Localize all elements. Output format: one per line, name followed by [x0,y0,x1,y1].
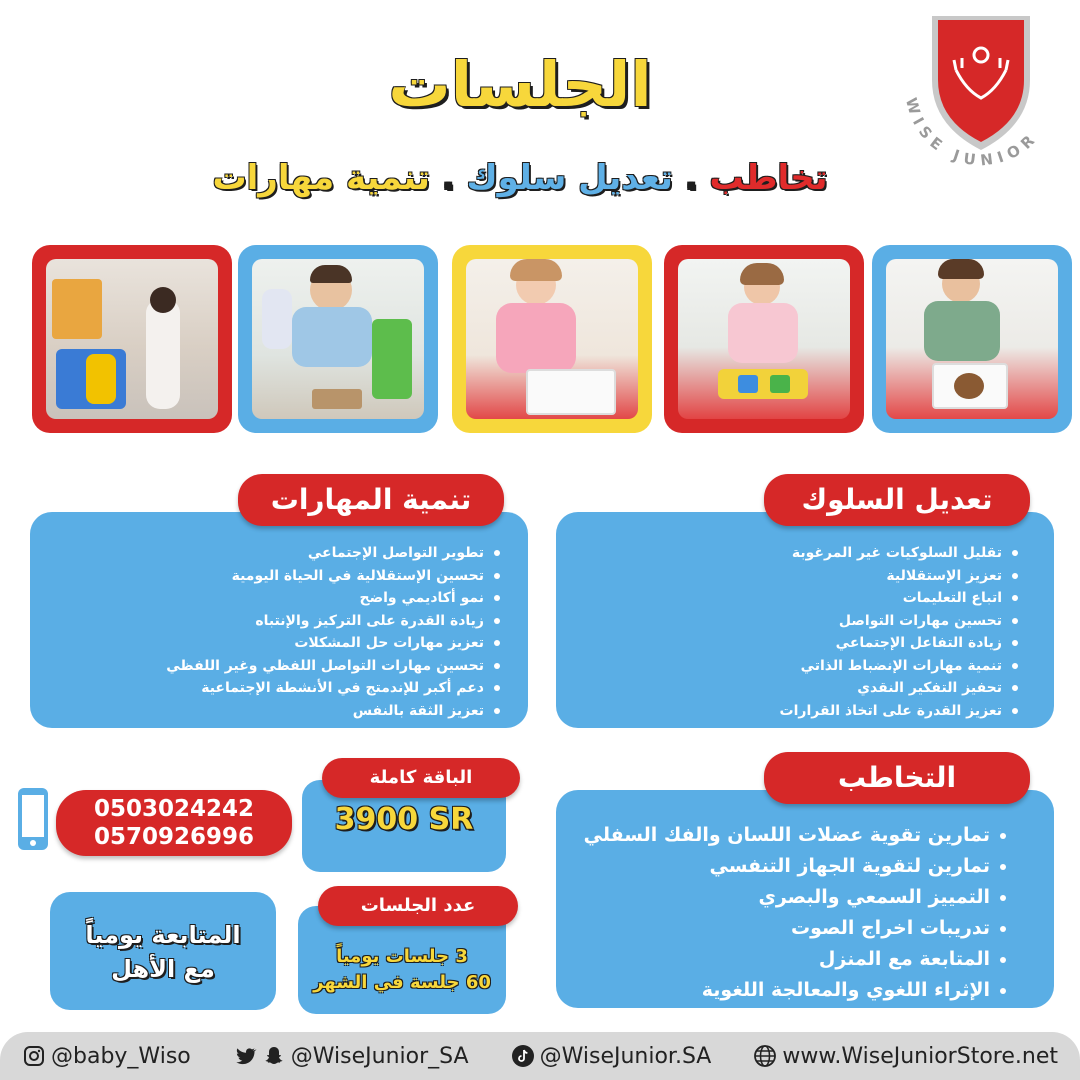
phone-icon [16,786,50,852]
sessions-label: عدد الجلسات [318,886,518,926]
followup-card [50,892,276,1010]
speech-card [556,790,1054,1008]
list-item: تنمية مهارات الإنضباط الذاتي [780,655,1018,678]
list-item: دعم أكبر للإندمتج في الأنشطة الإجتماعية [166,677,500,700]
list-item: تعزيز الثقة بالنفس [166,700,500,723]
list-item: تعزيز القدرة على اتخاذ القرارات [780,700,1018,723]
list-item: تطوير التواصل الإجتماعي [166,542,500,565]
list-item: تدريبات اخراج الصوت [584,913,1006,944]
footer-twitter-snapchat[interactable]: @WiseJunior_SA [233,1044,469,1069]
svg-text:WISE JUNIOR: WISE JUNIOR [901,95,1043,170]
subtitle-behavior: تعديل سلوك [466,158,673,198]
sessions-text: 3 جلسات يومياً 60 جلسة في الشهر [313,946,491,993]
list-item: التمييز السمعي والبصري [584,882,1006,913]
twitter-icon [233,1044,257,1068]
list-item: تحسين مهارات التواصل اللفظي وغير اللفظي [166,655,500,678]
skills-title: تنمية المهارات [238,474,504,526]
behavior-card [556,512,1054,728]
photo-boy-on-floor [238,245,438,433]
wise-junior-logo [896,10,1066,170]
list-item: اتباع التعليمات [780,587,1018,610]
list-item: زيادة التفاعل الإجتماعي [780,632,1018,655]
page-title: الجلسات [388,48,652,121]
list-item: نمو أكاديمي واضح [166,587,500,610]
behavior-title: تعديل السلوك [764,474,1030,526]
footer-tiktok[interactable]: @WiseJunior.SA [511,1044,712,1069]
list-item: تمارين لتقوية الجهاز التنفسي [584,851,1006,882]
snapchat-icon [262,1044,286,1068]
list-item: تعزيز مهارات حل المشكلات [166,632,500,655]
list-item: الإثراء اللغوي والمعالجة اللغوية [584,975,1006,1006]
tiktok-icon [511,1044,535,1068]
list-item: تعزيز الإستقلالية [780,565,1018,588]
photo-child-with-card [452,245,652,433]
package-price: 3900 SR [334,802,474,837]
skills-list [166,542,500,722]
skills-card [30,512,528,728]
instagram-icon [22,1044,46,1068]
subtitle-speech: تخاطب [709,158,828,198]
followup-text: المتابعة يومياً مع الأهل [85,921,241,983]
globe-icon [753,1044,777,1068]
list-item: زيادة القدرة على التركيز والإنتباه [166,610,500,633]
speech-list [584,820,1006,1006]
phone-number-2[interactable]: 0570926996 [93,824,255,850]
subtitle: تخاطب . تعديل سلوك . تنمية مهارات [212,158,828,198]
photo-child-with-puzzle [872,245,1072,433]
phone-numbers [56,790,292,856]
footer-instagram[interactable]: @baby_Wiso [22,1044,191,1069]
list-item: تقليل السلوكيات غير المرغوبة [780,542,1018,565]
list-item: المتابعة مع المنزل [584,944,1006,975]
list-item: تحسين مهارات التواصل [780,610,1018,633]
list-item: تحسين الإستقلالية في الحياة اليومية [166,565,500,588]
list-item: تمارين تقوية عضلات اللسان والفك السفلي [584,820,1006,851]
footer-bar [0,1032,1080,1080]
speech-title: التخاطب [764,752,1030,804]
footer-website[interactable]: www.WiseJuniorStore.net [753,1044,1058,1069]
list-item: تحفيز التفكير النقدي [780,677,1018,700]
package-label: الباقة كاملة [322,758,520,798]
phone-number-1[interactable]: 0503024242 [93,796,255,822]
subtitle-skills: تنمية مهارات [212,158,430,198]
behavior-list [780,542,1018,722]
photo-child-with-blocks [664,245,864,433]
photo-girl-in-playroom [32,245,232,433]
